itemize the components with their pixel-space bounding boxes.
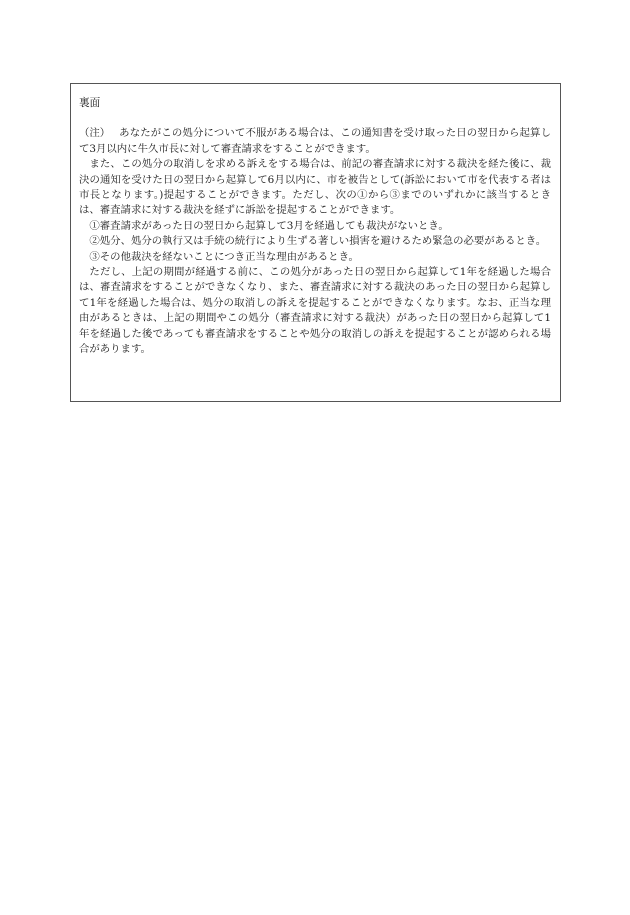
note-paragraph [79,126,551,157]
page-heading: 裏面 [79,97,101,109]
lawsuit-paragraph: また、この処分の取消しを求める訴えをする場合は、前記の審査請求に対する裁決を経た後に、裁決の通知を受けた日の翌日から起算して6月以内に、市を被告として(訴訟において市を代表する者は市長となります。)提起することができます。ただし、次の①から③までのいずれかに該当するときは、審査請求に対する裁決を経ずに訴訟を提起することができます。 [79,158,551,217]
list-item-3: ③その他裁決を経ないことにつき正当な理由があるとき。 [89,250,359,263]
note-label: （注） [79,127,111,140]
list-item-2: ②処分、処分の執行又は手続の続行により生ずる著しい損害を避けるため緊急の必要があるとき。 [89,235,547,248]
deadline-paragraph: ただし、上記の期間が経過する前に、この処分があった日の翌日から起算して1年を経過した場合は、審査請求をすることができなくなり、また、審査請求に対する裁決のあった日の翌日から起算して1年を経過した場合は、処分の取消しの訴えを提起することができなくなります。なお、正当な理由があるときは、上記の期間やこの処分（審査請求に対する裁決）があった日の翌日から起算して1年を経過した後であっても審査請求をすることや処分の取消しの訴えを提起することが認められる場合があります。 [79,266,551,356]
notice-box [70,83,561,402]
note-text: あなたがこの処分について不服がある場合は、この通知書を受け取った日の翌日から起算して3月以内に牛久市長に対して審査請求をすることができます。 [79,127,551,155]
list-item-1: ①審査請求があった日の翌日から起算して3月を経過しても裁決がないとき。 [89,219,449,232]
